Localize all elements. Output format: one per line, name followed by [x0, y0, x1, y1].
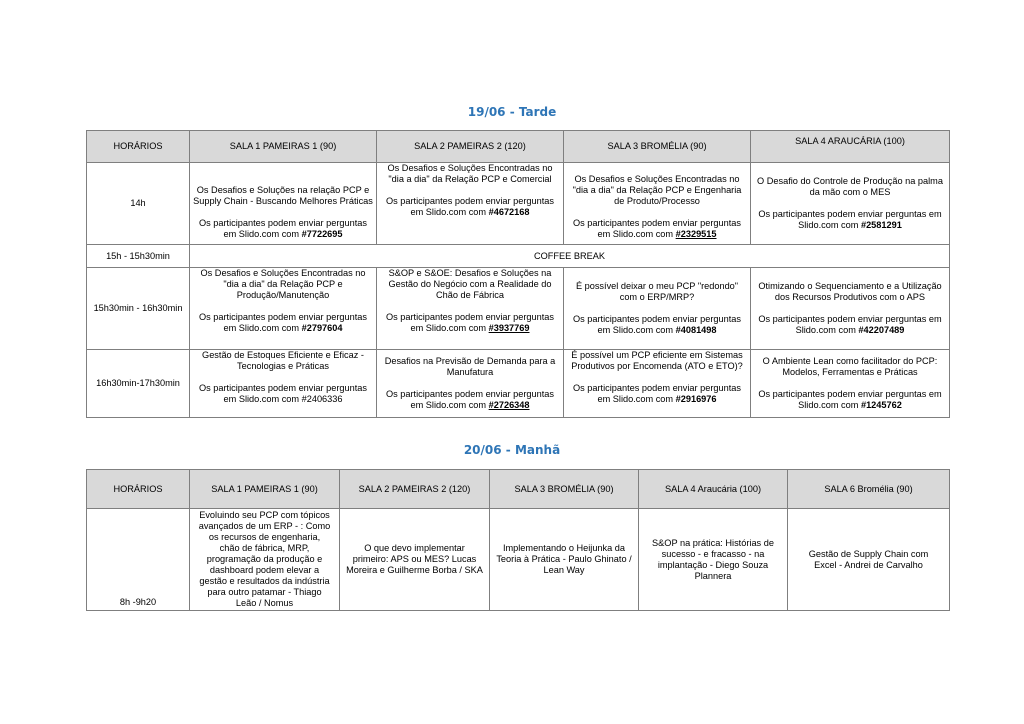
session-title: Gestão de Estoques Eficiente e Eficaz - Tecnologias e Práticas — [202, 350, 364, 371]
schedule-table-1906 — [86, 130, 950, 418]
session-cell — [751, 163, 950, 245]
slido-code: #1245762 — [860, 400, 902, 410]
header-sala-6: SALA 6 Bromélia (90) — [788, 470, 950, 509]
table-row — [87, 350, 950, 418]
session-title: Os Desafios e Soluções Encontradas no "dia a dia" da Relação PCP e Comercial — [387, 163, 553, 184]
table-header-row — [87, 131, 950, 163]
session-cell — [190, 268, 377, 350]
time-cell: 14h — [87, 163, 190, 245]
section-title-2: 20/06 - Manhã — [463, 443, 561, 457]
slido-code: #3937769 — [488, 323, 530, 333]
time-cell: 15h - 15h30min — [87, 245, 190, 268]
table-row — [87, 245, 950, 268]
slido-code: #4672168 — [488, 207, 530, 217]
time-cell: 15h30min - 16h30min — [87, 268, 190, 350]
slido-code: #2581291 — [860, 220, 902, 230]
table-row — [87, 268, 950, 350]
session-cell: S&OP na prática: Histórias de sucesso - e fracasso - na implantação - Diego Souza Plannera — [639, 509, 788, 611]
session-note: Os participantes podem enviar perguntas em Slido.com com #2406336 — [198, 383, 368, 404]
header-sala-4: SALA 4 Araucária (100) — [639, 470, 788, 509]
header-sala-2: SALA 2 PAMEIRAS 2 (120) — [340, 470, 490, 509]
slido-code: #42207489 — [858, 325, 905, 335]
session-cell — [190, 350, 377, 418]
table-row — [87, 163, 950, 245]
session-title: S&OP e S&OE: Desafios e Soluções na Gestão do Negócio com a Realidade do Chão de Fábrica — [388, 268, 552, 300]
table-header-row — [87, 470, 950, 509]
session-cell: Evoluindo seu PCP com tópicos avançados de um ERP - : Como os recursos de engenharia, chão de fábrica, MRP, programação da produção e dashboard podem elevar a gestão e resultados da indústria para outro patamar - Thiago Leão / Nomus — [190, 509, 340, 611]
session-cell — [377, 163, 564, 245]
session-cell — [564, 350, 751, 418]
session-note: Os participantes podem enviar perguntas em Slido.com com #4672168 — [385, 196, 555, 217]
session-note: Os participantes podem enviar perguntas em Slido.com com #2726348 — [385, 389, 555, 410]
slido-code: #4081498 — [675, 325, 717, 335]
session-cell — [190, 163, 377, 245]
session-cell — [564, 268, 751, 350]
session-note: Os participantes podem enviar perguntas em Slido.com com #4081498 — [572, 314, 742, 335]
session-note: Os participantes podem enviar perguntas em Slido.com com #42207489 — [758, 314, 942, 335]
slido-code: #7722695 — [301, 229, 343, 239]
session-title: O Desafio do Controle de Produção na palma da mão com o MES — [757, 176, 943, 197]
session-cell — [377, 268, 564, 350]
session-cell — [751, 268, 950, 350]
session-title: É possível deixar o meu PCP "redondo" com o ERP/MRP? — [575, 281, 739, 302]
session-note: Os participantes podem enviar perguntas em Slido.com com #1245762 — [758, 389, 942, 410]
header-sala-3: SALA 3 BROMÉLIA (90) — [564, 131, 751, 163]
session-title: Os Desafios e Soluções na relação PCP e Supply Chain - Buscando Melhores Práticas — [193, 185, 373, 206]
session-cell — [564, 163, 751, 245]
session-note: Os participantes podem enviar perguntas em Slido.com com #2329515 — [572, 218, 742, 239]
slido-code: #2329515 — [675, 229, 717, 239]
session-title: Os Desafios e Soluções Encontradas no "dia a dia" da Relação PCP e Engenharia de Produto/Processo — [572, 174, 742, 206]
slido-code: #2797604 — [301, 323, 343, 333]
session-note: Os participantes podem enviar perguntas em Slido.com com #3937769 — [385, 312, 555, 333]
session-cell — [751, 350, 950, 418]
session-note: Os participantes podem enviar perguntas em Slido.com com #7722695 — [198, 218, 368, 239]
time-cell: 16h30min-17h30min — [87, 350, 190, 418]
session-cell: Implementando o Heijunka da Teoria à Prática - Paulo Ghinato / Lean Way — [490, 509, 639, 611]
session-title: Otimizando o Sequenciamento e a Utilização dos Recursos Produtivos com o APS — [758, 281, 942, 302]
header-sala-4: SALA 4 ARAUCÁRIA (100) — [751, 131, 950, 163]
schedule-table-2006 — [86, 469, 950, 611]
header-sala-1: SALA 1 PAMEIRAS 1 (90) — [190, 131, 377, 163]
table-row — [87, 509, 950, 611]
time-cell: 8h -9h20 — [87, 509, 190, 611]
session-note: Os participantes podem enviar perguntas em Slido.com com #2797604 — [198, 312, 368, 333]
session-cell — [377, 350, 564, 418]
header-sala-2: SALA 2 PAMEIRAS 2 (120) — [377, 131, 564, 163]
session-title: Desafios na Previsão de Demanda para a Manufatura — [384, 356, 556, 377]
header-horarios: HORÁRIOS — [87, 131, 190, 163]
session-cell: O que devo implementar primeiro: APS ou MES? Lucas Moreira e Guilherme Borba / SKA — [340, 509, 490, 611]
header-sala-3: SALA 3 BROMÉLIA (90) — [490, 470, 639, 509]
session-title: É possível um PCP eficiente em Sistemas Produtivos por Encomenda (ATO e ETO)? — [571, 350, 743, 371]
session-title: Os Desafios e Soluções Encontradas no "dia a dia" da Relação PCP e Produção/Manutenção — [200, 268, 366, 300]
slido-code: #2726348 — [488, 400, 530, 410]
coffee-break-cell: COFFEE BREAK — [190, 245, 950, 268]
session-note: Os participantes podem enviar perguntas em Slido.com com #2916976 — [572, 383, 742, 404]
header-horarios: HORÁRIOS — [87, 470, 190, 509]
header-sala-1: SALA 1 PAMEIRAS 1 (90) — [190, 470, 340, 509]
session-title: O Ambiente Lean como facilitador do PCP: Modelos, Ferramentas e Práticas — [762, 356, 938, 377]
session-note: Os participantes podem enviar perguntas em Slido.com com #2581291 — [758, 209, 942, 230]
slido-code: #2916976 — [675, 394, 717, 404]
session-cell: Gestão de Supply Chain com Excel - Andrei de Carvalho — [788, 509, 950, 611]
section-title-1: 19/06 - Tarde — [467, 105, 557, 119]
